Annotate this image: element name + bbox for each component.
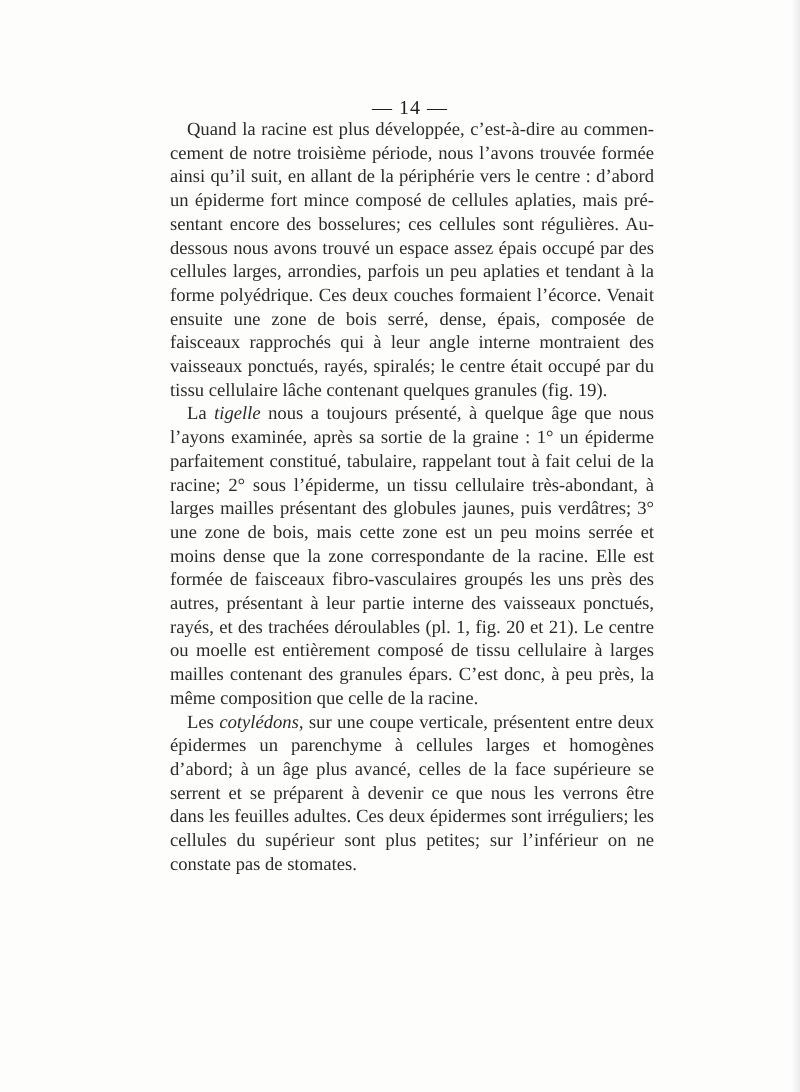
text-segment: Quand la racine est plus développée, c’est-à-dire au commencement de notre troisième période, nous l’avons trouvée formée ainsi qu’il suit, en allant de la périphérie vers le centre : d’abord un épiderme fort mince composé de cellules aplaties, mais présentant encore des bosselures; ces cellules sont régulières. Au-dessous nous avons trouvé un espace assez épais occupé par des cellules larges, arrondies, parfois un peu aplaties et tendant à la forme polyédrique. Ces deux couches formaient l’écorce. Venait ensuite une zone de bois serré, dense, épais, composée de faisceaux rapprochés qui à leur angle interne montraient des vaisseaux ponctués, rayés, spiralés; le centre était occupé par du tissu cellulaire lâche contenant quelques granules (fig. 19).	[170, 119, 654, 401]
text-segment: Les	[187, 711, 220, 733]
italic-term: cotylédons	[219, 711, 299, 733]
italic-term: tigelle	[214, 403, 261, 425]
page-number: — 14 —	[372, 97, 448, 119]
page-edge-shadow	[790, 0, 800, 1092]
paragraph	[170, 118, 654, 402]
body-text	[170, 118, 654, 877]
text-segment: La	[187, 403, 215, 425]
text-segment: nous a toujours présenté, à quelque âge que nous l’ayons examinée, après sa sortie de la graine : 1° un épiderme parfaitement constitué, tabulaire, rappelant tout à fait celui de la racine; 2° sous l’épiderme, un tissu cellulaire très-abondant, à larges mailles présentant des globules jaunes, puis verdâtres; 3° une zone de bois, mais cette zone est un peu moins serrée et moins dense que la zone correspondante de la racine. Elle est formée de faisceaux fibro-vasculaires groupés les uns près des autres, présentant à leur partie interne des vaisseaux ponctués, rayés, et des trachées déroulables (pl. 1, fig. 20 et 21). Le centre ou moelle est entièrement composé de tissu cellulaire à larges mailles contenant des granules épars. C’est donc, à peu près, la même composition que celle de la racine.	[170, 403, 654, 709]
text-segment: , sur une coupe verticale, présentent entre deux épidermes un parenchyme à cellules larges et homogènes d’abord; à un âge plus avancé, celles de la face supérieure se serrent et se préparent à devenir ce que nous les verrons être dans les feuilles adultes. Ces deux épidermes sont irréguliers; les cellules du supérieur sont plus petites; sur l’inférieur on ne constate pas de stomates.	[170, 711, 655, 875]
paragraph	[170, 711, 654, 877]
paragraph	[170, 402, 654, 710]
